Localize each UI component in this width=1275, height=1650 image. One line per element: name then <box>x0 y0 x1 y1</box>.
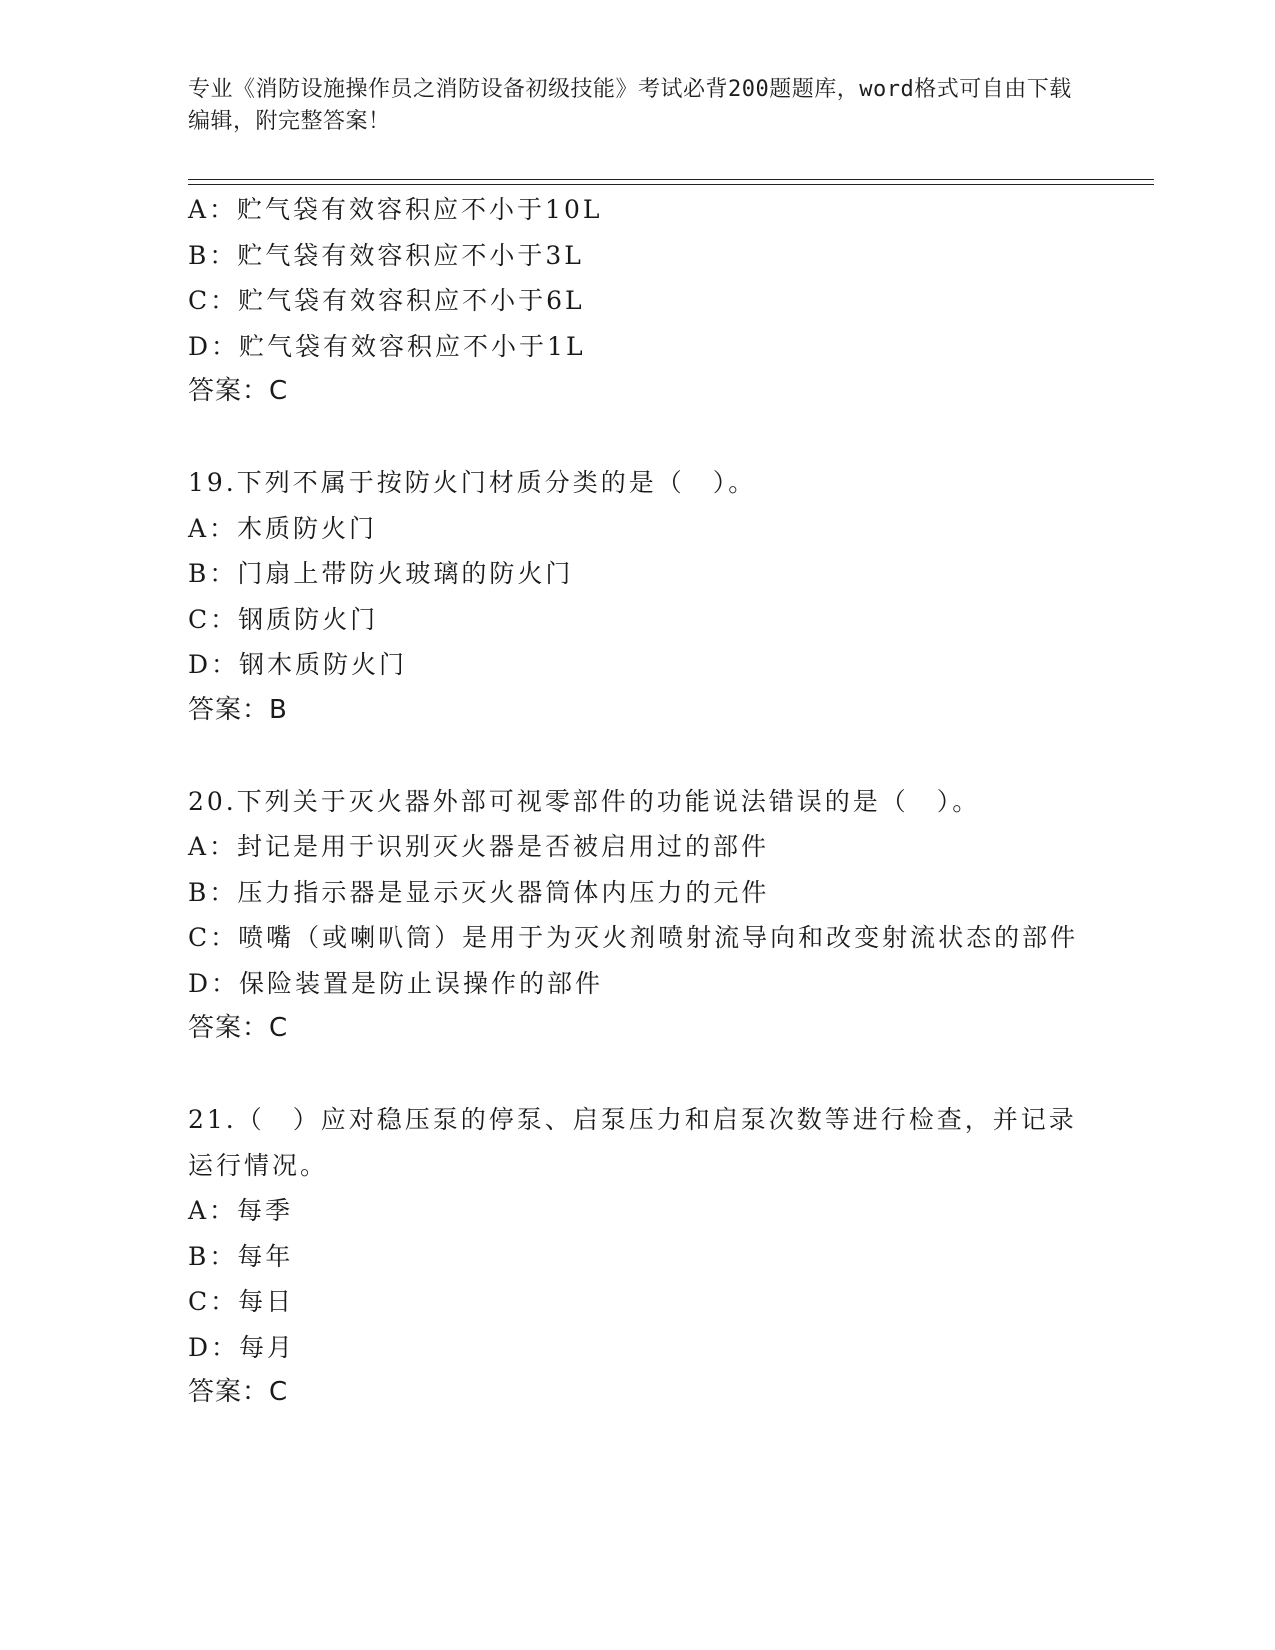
option-a: A：封记是用于识别灭火器是否被启用过的部件 <box>188 832 770 861</box>
option-d: D：每月 <box>188 1332 296 1362</box>
option-d: D：贮气袋有效容积应不小于1L <box>188 331 586 361</box>
question-text: 21.（ ）应对稳压泵的停泵、启泵压力和启泵次数等进行检查，并记录运行情况。 <box>188 1105 1077 1180</box>
header-divider-top <box>188 179 1154 180</box>
answer: 答案：B <box>188 694 288 725</box>
option-a: A：每季 <box>188 1196 294 1225</box>
option-c: C：贮气袋有效容积应不小于6L <box>188 286 585 315</box>
option-c: C：每日 <box>188 1287 295 1316</box>
answer: 答案：C <box>188 376 289 406</box>
question-21 <box>188 1097 1088 1416</box>
option-d: D：钢木质防火门 <box>188 650 408 679</box>
option-c: C：钢质防火门 <box>188 604 379 634</box>
question-text: 20.下列关于灭火器外部可视零部件的功能说法错误的是（ ）。 <box>188 786 981 816</box>
option-c: C：喷嘴（或喇叭筒）是用于为灭火剂喷射流导向和改变射流状态的部件 <box>188 923 1079 952</box>
question-text: 19.下列不属于按防火门材质分类的是（ ）。 <box>188 468 757 497</box>
question-list <box>188 187 1088 1416</box>
question-19 <box>188 460 1088 733</box>
option-b: B：门扇上带防火玻璃的防火门 <box>188 559 574 588</box>
question-20 <box>188 779 1088 1052</box>
header-divider-bottom <box>188 184 1154 185</box>
option-b: B：贮气袋有效容积应不小于3L <box>188 240 584 270</box>
option-a: A：木质防火门 <box>188 513 378 543</box>
option-b: B：压力指示器是显示灭火器筒体内压力的元件 <box>188 877 770 907</box>
option-d: D：保险装置是防止误操作的部件 <box>188 968 604 998</box>
option-b: B：每年 <box>188 1241 294 1271</box>
answer: 答案：C <box>188 1377 289 1407</box>
question-18 <box>188 187 1088 415</box>
answer: 答案：C <box>188 1013 289 1043</box>
document-header: 专业《消防设施操作员之消防设备初级技能》考试必背200题题库，word格式可自由下载编辑，附完整答案！ <box>188 77 1072 134</box>
option-a: A：贮气袋有效容积应不小于10L <box>188 195 603 224</box>
